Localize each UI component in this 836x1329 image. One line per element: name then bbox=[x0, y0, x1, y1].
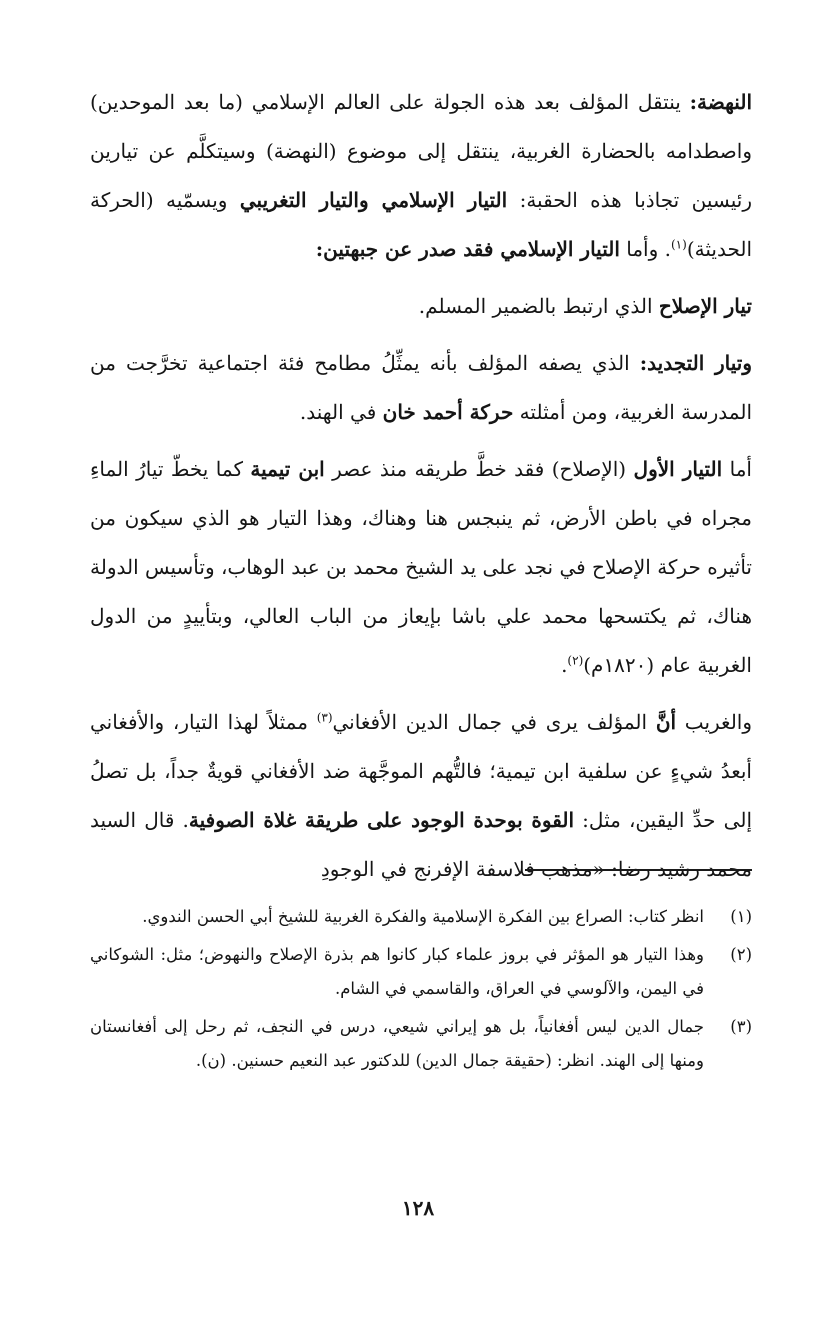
paragraph bbox=[90, 78, 752, 274]
footnote-text: وهذا التيار هو المؤثر في بروز علماء كبار كانوا هم بذرة الإصلاح والنهوض؛ مثل: الشوكاني في اليمن، والآلوسي في العراق، والقاسمي في الشام. bbox=[90, 945, 704, 998]
bold-phrase: التيار الأول bbox=[633, 457, 723, 481]
main-text bbox=[90, 78, 752, 894]
bold-phrase: حركة أحمد خان bbox=[382, 400, 514, 424]
footnotes bbox=[90, 900, 752, 1082]
page-number: ١٢٨ bbox=[401, 1196, 435, 1220]
footnote-ref: (٢) bbox=[567, 653, 584, 668]
text-run: . bbox=[561, 653, 568, 677]
footnote-ref: (١) bbox=[670, 237, 687, 252]
text-run: الذي ارتبط بالضمير المسلم. bbox=[418, 294, 659, 318]
text-run: في الهند. bbox=[299, 400, 383, 424]
text-run: والغريب bbox=[676, 710, 753, 734]
text-run: ويسمّيه (الحركة الحديثة) bbox=[90, 188, 752, 261]
bold-phrase: التيار الإسلامي والتيار التغريبي bbox=[239, 188, 508, 212]
footnote-number: (٣) bbox=[730, 1017, 752, 1036]
bold-phrase: القوة بوحدة الوجود على طريقة غلاة الصوفية bbox=[188, 808, 575, 832]
text-run: ممثلاً لهذا التيار، والأفغاني أبعدُ شيءٍ عن سلفية ابن تيمية؛ فالتُّهم الموجَّهة ضد الأفغاني قويةٌ جداً، بل تصلُ إلى حدِّ اليقين، مثل: bbox=[90, 710, 752, 832]
bold-phrase: وتيار التجديد: bbox=[639, 351, 753, 375]
bold-phrase: ابن تيمية bbox=[250, 457, 325, 481]
text-run: كما يخطّ تيارُ الماءِ مجراه في باطن الأرض، ثم ينبجس هنا وهناك، وهذا التيار هو الذي سيكون من تأثيره حركة الإصلاح في نجد على يد الشيخ محمد بن عبد الوهاب، وتأسيس الدولة هناك، ثم يكتسحها محمد علي باشا بإيعاز من الباب العالي، وبتأييدٍ من الدول الغربية عام (١٨٢٠م) bbox=[90, 457, 752, 677]
text-run: الذي يصفه المؤلف بأنه يمثِّلُ مطامح فئة اجتماعية تخرَّجت من المدرسة الغربية، ومن أمثلته bbox=[90, 351, 752, 424]
footnote-text: انظر كتاب: الصراع بين الفكرة الإسلامية والفكرة الغربية للشيخ أبي الحسن الندوي. bbox=[142, 907, 704, 926]
text-run: ينتقل المؤلف بعد هذه الجولة على العالم الإسلامي (ما بعد الموحدين) واصطدامه بالحضارة الغربية، ينتقل إلى موضوع (النهضة) وسيتكلَّم عن تيارين رئيسين تجاذبا هذه الحقبة: bbox=[90, 90, 753, 212]
footnote-separator bbox=[525, 869, 752, 871]
text-run: . قال السيد محمد رشيد رضا: «مذهب فلاسفة الإفرنج في الوجودِ bbox=[90, 808, 752, 881]
paragraph bbox=[90, 339, 752, 437]
bold-phrase: التيار الإسلامي فقد صدر عن جبهتين: bbox=[315, 237, 620, 261]
footnote-number: (٢) bbox=[730, 945, 752, 964]
paragraph bbox=[90, 698, 752, 894]
footnote bbox=[90, 1010, 752, 1078]
footnote-ref: (٣) bbox=[316, 710, 333, 725]
bold-phrase: أنَّ bbox=[655, 710, 677, 734]
paragraph bbox=[90, 445, 752, 690]
footnote-number: (١) bbox=[730, 907, 752, 926]
text-run: المؤلف يرى في جمال الدين الأفغاني bbox=[332, 710, 656, 734]
text-run: (الإصلاح) فقد خطَّ طريقه منذ عصر bbox=[324, 457, 634, 481]
text-run: . وأما bbox=[619, 237, 671, 261]
paragraph bbox=[90, 282, 752, 331]
bold-phrase: تيار الإصلاح bbox=[658, 294, 752, 318]
footnote bbox=[90, 900, 752, 934]
footnote-text: جمال الدين ليس أفغانياً، بل هو إيراني شيعي، درس في النجف، ثم رحل إلى أفغانستان ومنها إلى الهند. انظر: (حقيقة جمال الدين) للدكتور عبد النعيم حسنين. (ن). bbox=[90, 1017, 704, 1070]
bold-phrase: النهضة: bbox=[689, 90, 752, 114]
footnote bbox=[90, 938, 752, 1006]
text-run: أما bbox=[722, 457, 752, 481]
